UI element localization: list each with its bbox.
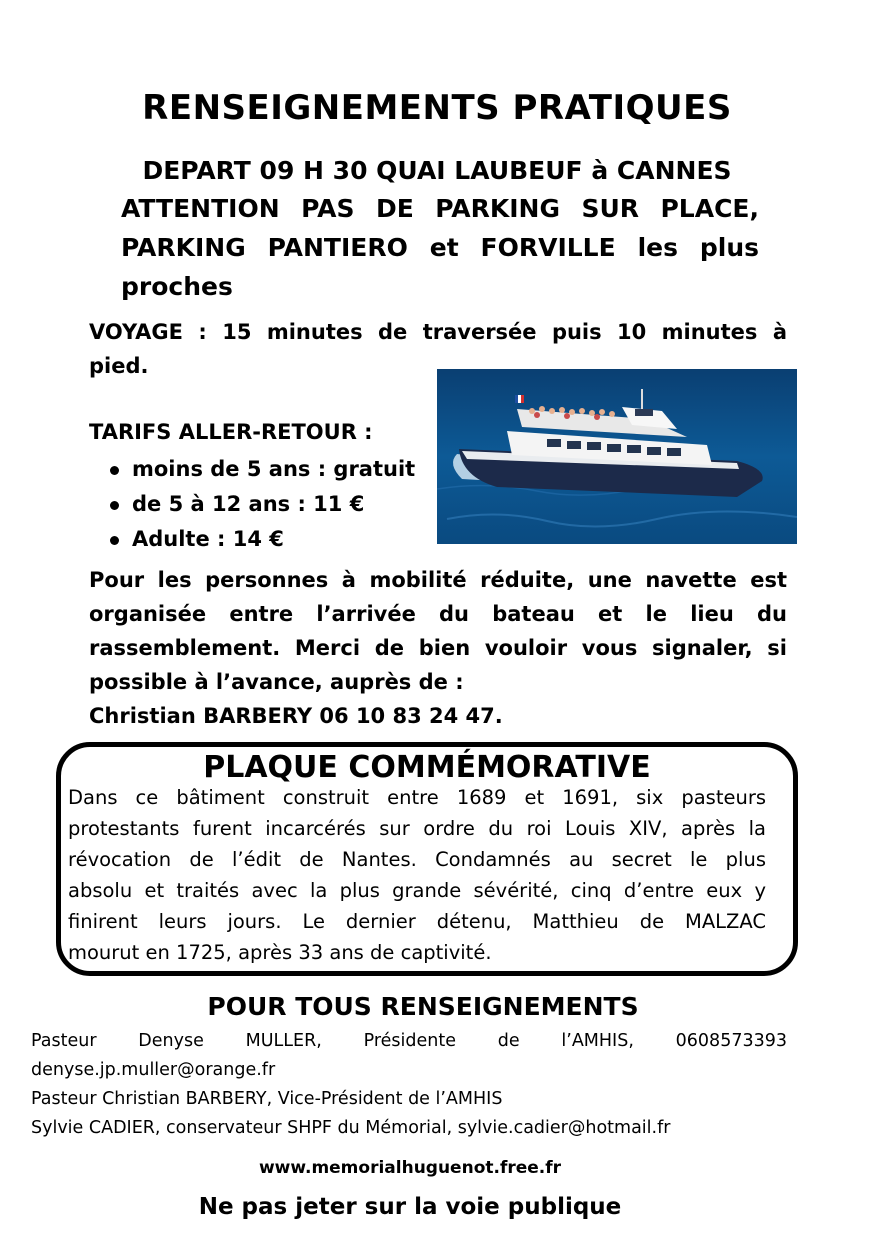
mobility-line: organisée entre l’arrivée du bateau et le lieu du [89,602,787,626]
boat-illustration [437,369,797,544]
plaque-line: protestants furent incarcérés sur ordre du roi Louis XIV, après la [68,817,766,840]
parking-warning-line-2: PARKING PANTIERO et FORVILLE les plus [121,233,759,262]
plaque-line: Dans ce bâtiment construit entre 1689 et 1691, six pasteurs [68,786,766,809]
tarifs-heading: TARIFS ALLER-RETOUR : [89,420,373,444]
footer-notice: Ne pas jeter sur la voie publique [198,1194,622,1220]
contact-line: Pasteur Denyse MULLER, Présidente de l’AMHIS, 0608573393 [31,1031,787,1051]
voyage-info-line-1: VOYAGE : 15 minutes de traversée puis 10 minutes à [89,320,787,344]
departure-info: DEPART 09 H 30 QUAI LAUBEUF à CANNES [142,156,732,185]
mobility-line: Pour les personnes à mobilité réduite, une navette est [89,568,787,592]
mobility-line: rassemblement. Merci de bien vouloir vous signaler, si [89,636,787,660]
website-link[interactable]: www.memorialhuguenot.free.fr [258,1158,562,1178]
mobility-notice [89,563,787,733]
boat-photo [437,369,797,544]
plaque-line: finirent leurs jours. Le dernier détenu, Matthieu de MALZAC [68,910,766,933]
parking-warning-line-1: ATTENTION PAS DE PARKING SUR PLACE, [121,194,759,223]
plaque-title: PLAQUE COMMÉMORATIVE [203,750,651,785]
plaque-text [68,782,766,968]
tarif-item: moins de 5 ans : gratuit [110,452,415,487]
voyage-info-line-2: pied. [89,354,149,378]
plaque-line: révocation de l’édit de Nantes. Condamnés au secret le plus [68,848,766,871]
plaque-line: absolu et traités avec la plus grande sévérité, cinq d’entre eux y [68,879,766,902]
tarifs-list [110,452,415,557]
tarif-item: Adulte : 14 € [110,522,415,557]
contacts-list [31,1056,670,1143]
contacts-heading: POUR TOUS RENSEIGNEMENTS [207,992,639,1021]
contact-line: Sylvie CADIER, conservateur SHPF du Mémorial, sylvie.cadier@hotmail.fr [31,1118,671,1138]
mobility-line: possible à l’avance, auprès de : [89,670,464,694]
contact-line: Pasteur Christian BARBERY, Vice-Président de l’AMHIS [31,1089,503,1109]
page-title: RENSEIGNEMENTS PRATIQUES [142,88,732,128]
tarif-item: de 5 à 12 ans : 11 € [110,487,415,522]
mobility-contact: Christian BARBERY 06 10 83 24 47. [89,704,503,728]
contact-line: denyse.jp.muller@orange.fr [31,1060,276,1080]
plaque-line: mourut en 1725, après 33 ans de captivité. [68,941,492,964]
parking-warning-line-3: proches [121,272,233,301]
